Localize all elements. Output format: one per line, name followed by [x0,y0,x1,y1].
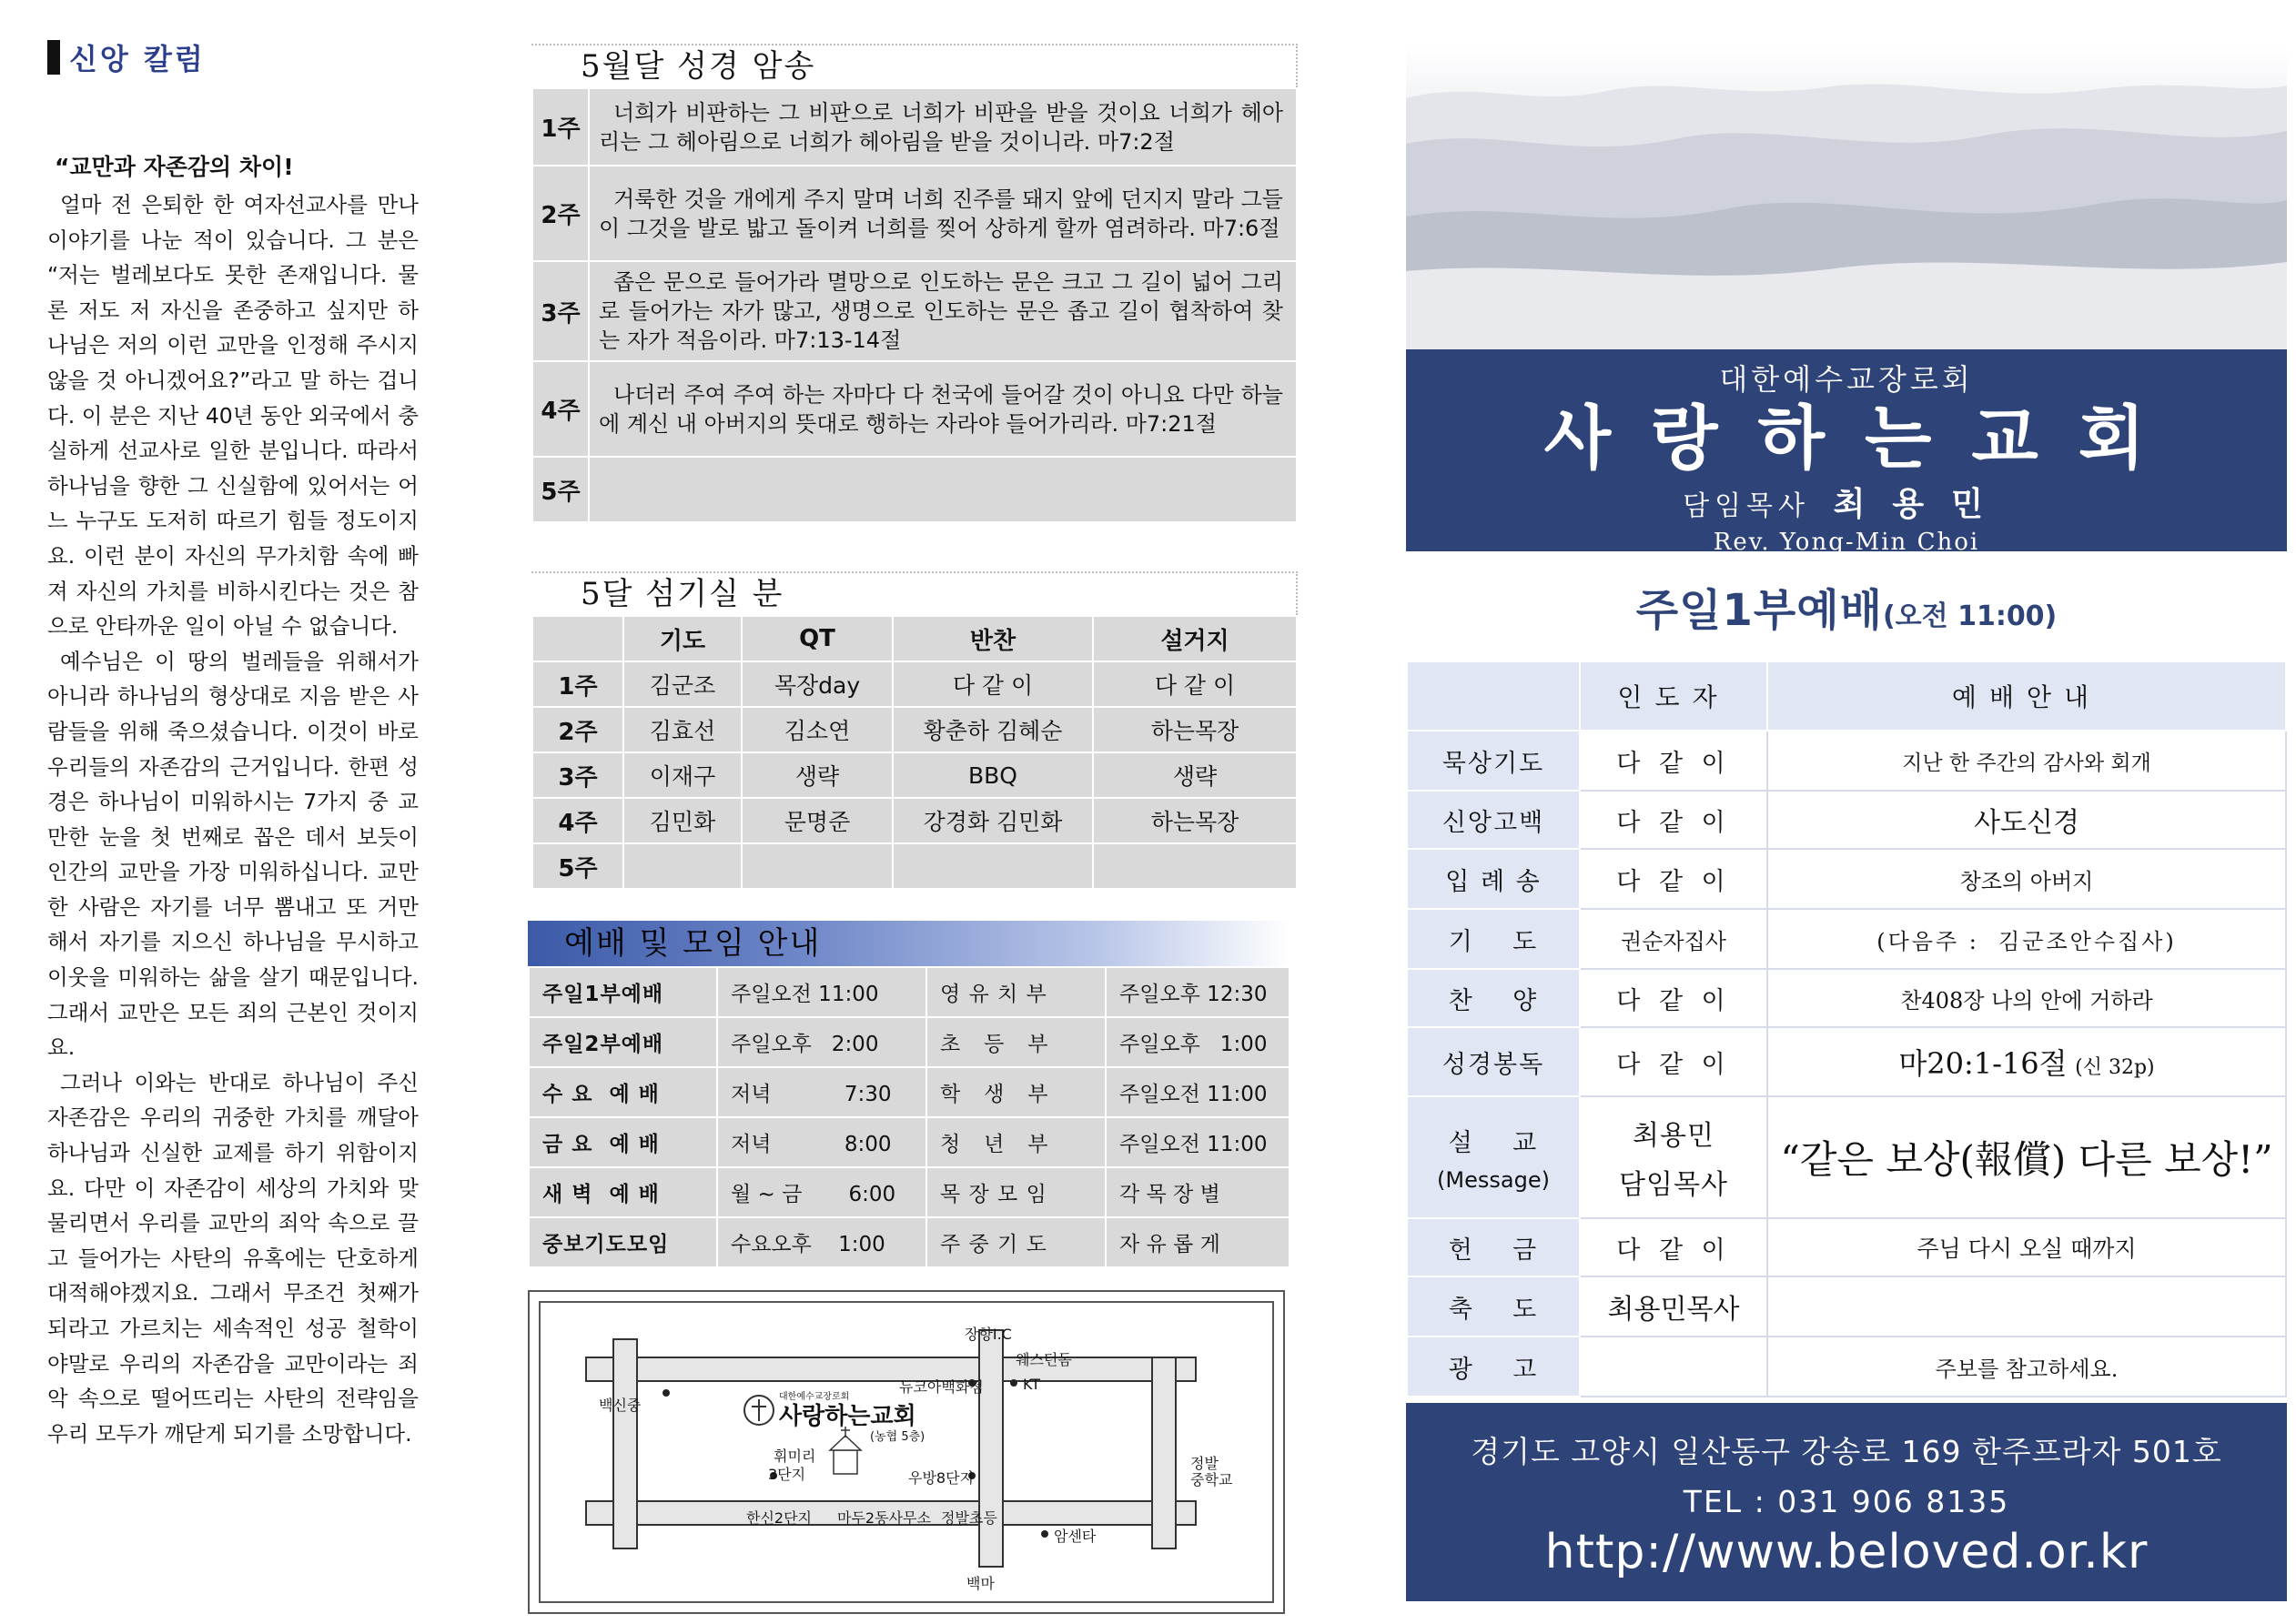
header-cell [1407,661,1580,731]
memory-verse-title: 5월달 성경 암송 [531,44,1298,87]
pastor-line [1406,479,2287,525]
schedule-table [528,966,1290,1268]
essay-paragraph: 얼마 전 은퇴한 한 여자선교사를 만나 이야기를 나눈 적이 있습니다. 그 분은 “저는 벌레보다도 못한 존재입니다. 물론 저도 저 자신을 존중하고 싶지만 하나님은 저의 이런 교만을 인정해 주시지 않을 것 아니겠어요?”라고 말 하는 겁니다. 이 분은 지난 40년 동안 외국에서 충실하게 선교사로 일한 분입니다. 따라서 하나님을 향한 그 신실함에 있어서는 어느 누구도 도저히 따르기 힘들 정도이지요. 이런 분이 자신의 무가치함 속에 빠져 자신의 가치를 비하시킨다는 것은 참으로 안타까운 일이 아닐 수 없습니다. [47,192,419,640]
order-info: 창조의 아버지 [1767,849,2286,909]
table-header-row [532,616,1297,661]
order-item: 찬 양 [1407,969,1580,1027]
table-cell [742,843,893,889]
table-row [1407,1027,2286,1096]
table-row [529,1067,1290,1117]
service-title-time: (오전 11:00) [1882,600,2058,632]
table-row [1407,1096,2286,1218]
department-name: 초 등 부 [926,1017,1106,1067]
map-label: 3단지 [768,1466,806,1483]
pastor-label: 담임목사 [1683,490,1811,522]
church-phone: TEL : 031 906 8135 [1683,1484,2010,1519]
table-row [1407,1276,2286,1337]
order-leader [1580,1337,1767,1397]
week-label: 3주 [532,752,623,798]
order-leader: 다 같 이 [1580,969,1767,1027]
order-info [1767,1276,2286,1337]
map-label: 백마 [966,1575,995,1592]
department-time: 자 유 롭 게 [1106,1217,1290,1267]
service-name: 새 벽 예 배 [529,1167,717,1217]
mountain-image [1406,44,2287,349]
week-label: 3주 [532,261,589,361]
order-info: 찬408장 나의 안에 거하라 [1767,969,2286,1027]
map-frame [539,1301,1274,1603]
table-cell: 김군조 [623,661,742,707]
service-time: 주일오후 2:00 [717,1017,926,1067]
memory-verse-section [531,44,1298,523]
order-of-worship [1406,661,2287,1397]
department-time: 주일오후 1:00 [1106,1017,1290,1067]
verse-text: 좁은 문으로 들어가라 멸망으로 인도하는 문은 크고 그 길이 넓어 그리로 들어가는 자가 많고, 생명으로 인도하는 문은 좁고 길이 협착하여 찾는 자가 적음이라. 마7:13-14절 [589,261,1297,361]
essay-paragraph: 예수님은 이 땅의 벌레들을 위해서가 아니라 하나님의 형상대로 지음 받은 사람들을 위해 죽으셨습니다. 이것이 바로 우리들의 자존감의 근거입니다. 한편 성경은 하나님이 미워하시는 7가지 중 교만한 눈을 첫 번째로 꼽은 데서 보듯이 인간의 교만을 가장 미워하십니다. 교만한 사람은 자기를 너무 뽐내고 또 거만해서 자기를 지으신 하나님을 무시하고 이웃을 미워하는 삶을 살기 때문입니다. 그래서 교만은 모든 죄의 근본인 것이지요. [47,648,419,1061]
table-cell: 목장day [742,661,893,707]
order-item: 신앙고백 [1407,791,1580,849]
order-leader: 다 같 이 [1580,731,1767,791]
week-label: 1주 [532,661,623,707]
order-leader: 다 같 이 [1580,791,1767,849]
week-label: 4주 [532,361,589,457]
order-item: 기 도 [1407,909,1580,969]
table-row [529,1167,1290,1217]
faith-column [47,36,419,1451]
table-row [532,457,1297,522]
table-row [1407,1337,2286,1397]
road [586,1357,1196,1381]
table-row [532,261,1297,361]
table-cell: 하는목장 [1093,798,1297,843]
map-label: 우방8단지 [908,1469,975,1487]
church-website-link[interactable]: http://www.beloved.or.kr [1544,1525,2149,1579]
sermon-title: “같은 보상(報償) 다른 보상!” [1767,1096,2286,1218]
map-label: 웨스턴돔 [1016,1351,1072,1368]
table-cell: 하는목장 [1093,707,1297,752]
order-info: 주보를 참고하세요. [1767,1337,2286,1397]
verse-text [589,457,1297,522]
table-cell: 강경화 김민화 [893,798,1093,843]
header-cell: QT [742,616,893,661]
header-cell: 인도자 [1580,661,1767,731]
table-cell: 김소연 [742,707,893,752]
service-time: 저녁 8:00 [717,1117,926,1167]
table-row [532,361,1297,457]
order-leader: 다 같 이 [1580,849,1767,909]
map-label: 정발초등 [941,1509,997,1527]
header-cell [532,616,623,661]
service-name: 수 요 예 배 [529,1067,717,1117]
serving-section [531,571,1298,890]
church-name: 사랑하는교회 [1543,398,2186,479]
column-heading [47,36,419,78]
map-label: 대한예수교장로회 [779,1392,850,1402]
map-label: 백신중 [599,1397,642,1414]
service-time: 저녁 7:30 [717,1067,926,1117]
table-row [1407,1218,2286,1276]
week-label: 4주 [532,798,623,843]
table-row [532,707,1297,752]
order-item: 광 고 [1407,1337,1580,1397]
table-cell [893,843,1093,889]
church-footer [1406,1403,2287,1601]
department-time: 각 목 장 별 [1106,1167,1290,1217]
table-cell: BBQ [893,752,1093,798]
service-time: 월 ~ 금 6:00 [717,1167,926,1217]
order-info: 사도신경 [1767,791,2286,849]
order-leader [1580,1096,1767,1218]
table-cell: 김민화 [623,798,742,843]
department-name: 목 장 모 임 [926,1167,1106,1217]
map-label: 중학교 [1190,1471,1233,1488]
map-label: 마두2동사무소 [837,1509,931,1527]
verse-text: 나더러 주여 주여 하는 자마다 다 천국에 들어갈 것이 아니요 다만 하늘에 계신 내 아버지의 뜻대로 행하는 자라야 들어가리라. 마7:21절 [589,361,1297,457]
map-roads [541,1303,1276,1605]
verse-text: 너희가 비판하는 그 비판으로 너희가 비판을 받을 것이요 너희가 헤아리는 그 헤아림으로 너희가 헤아림을 받을 것이니라. 마7:2절 [589,88,1297,166]
service-name: 주일1부예배 [529,967,717,1017]
heading-bar [47,40,60,75]
table-row [532,166,1297,261]
order-item: 묵상기도 [1407,731,1580,791]
denomination: 대한예수교장로회 [1719,362,1974,397]
week-label: 5주 [532,457,589,522]
service-name: 금 요 예 배 [529,1117,717,1167]
service-time: 수요오후 1:00 [717,1217,926,1267]
week-label: 5주 [532,843,623,889]
header-cell: 예배안내 [1767,661,2286,731]
map-label: 정발 [1190,1455,1219,1472]
service-name: 주일2부예배 [529,1017,717,1067]
order-leader: 다 같 이 [1580,1027,1767,1096]
order-leader-main: 최용민 [1633,1120,1714,1152]
order-info: 지난 한 주간의 감사와 회개 [1767,731,2286,791]
church-header [1406,349,2287,556]
table-row [529,1017,1290,1067]
table-row [1407,731,2286,791]
table-row [1407,849,2286,909]
department-time: 주일오전 11:00 [1106,1117,1290,1167]
table-row [532,798,1297,843]
table-cell: 생략 [1093,752,1297,798]
order-info: 주님 다시 오실 때까지 [1767,1218,2286,1276]
table-cell: 생략 [742,752,893,798]
table-row [529,967,1290,1017]
schedule-section [528,921,1290,1268]
map-label: (농협 5층) [870,1430,925,1444]
order-info-main: 마20:1-16절 [1898,1046,2068,1081]
department-name: 학 생 부 [926,1067,1106,1117]
table-row [532,88,1297,166]
order-leader: 최용민목사 [1580,1276,1767,1337]
order-item-main: 설 교 [1448,1128,1539,1157]
order-item: 입 례 송 [1407,849,1580,909]
map-label: 장항I.C [965,1326,1012,1343]
table-row [1407,791,2286,849]
table-cell: 문명준 [742,798,893,843]
map-label: 휘미리 [774,1447,816,1465]
service-title [1406,575,2287,638]
column-heading-text: 신앙 칼럼 [69,42,206,76]
order-info-sub: (신 32p) [2075,1056,2155,1079]
map-label: 한신2단지 [746,1509,813,1527]
table-row [532,843,1297,889]
map-label: 사랑하는교회 [779,1403,916,1430]
verse-text: 거룩한 것을 개에게 주지 말며 너희 진주를 돼지 앞에 던지지 말라 그들이 그것을 발로 밟고 돌이켜 너희를 찢어 상하게 할까 염려하라. 마7:6절 [589,166,1297,261]
order-info [1767,1027,2286,1096]
serving-table [531,615,1298,890]
header-cell: 반찬 [893,616,1093,661]
pastor-name: 최용민 [1833,485,2010,523]
week-label: 2주 [532,166,589,261]
location-map [528,1290,1285,1614]
schedule-title: 예배 및 모임 안내 [528,921,1290,966]
order-leader-sub: 담임목사 [1619,1169,1728,1201]
essay-paragraph: 그러나 이와는 반대로 하나님이 주신 자존감은 우리의 귀중한 가치를 깨달아 하나님과 신실한 교제를 하기 위함이지요. 다만 이 자존감이 세상의 가치와 맞물리면서 우리를 교만의 죄악 속으로 끌고 들어가는 사탄의 유혹에는 단호하게 대적해야겠지요. 그래서 무조건 첫째가 되라고 가르치는 세속적인 성공 철학이야말로 우리의 자존감을 교만이라는 죄악 속으로 떨어뜨리는 사탄의 전략임을 우리 모두가 깨닫게 되기를 소망합니다. [47,1069,419,1447]
table-cell [1093,843,1297,889]
department-name: 영 유 치 부 [926,967,1106,1017]
table-row [1407,969,2286,1027]
table-row [532,661,1297,707]
order-item [1407,1096,1580,1218]
order-item-sub: (Message) [1437,1166,1550,1193]
table-cell: 황춘하 김혜순 [893,707,1093,752]
department-name: 주 중 기 도 [926,1217,1106,1267]
service-title-main: 주일1부예배 [1635,585,1883,636]
table-row [529,1217,1290,1267]
table-row [532,752,1297,798]
table-cell: 다 같 이 [893,661,1093,707]
order-info: (다음주 : 김군조안수집사) [1767,909,2286,969]
order-item: 성경봉독 [1407,1027,1580,1096]
service-name: 중보기도모임 [529,1217,717,1267]
map-label: 뉴코아백화점 [899,1378,984,1396]
service-time: 주일오전 11:00 [717,967,926,1017]
table-header-row [1407,661,2286,731]
order-table [1406,661,2287,1397]
map-label: KT [1023,1376,1041,1393]
essay-title: “교만과 자존감의 차이! [55,154,294,180]
memory-verse-table [531,87,1298,523]
header-cell: 기도 [623,616,742,661]
order-item: 축 도 [1407,1276,1580,1337]
department-time: 주일오후 12:30 [1106,967,1290,1017]
table-cell: 이재구 [623,752,742,798]
church-emblem-icon [744,1396,774,1425]
cover-landscape-image [1406,44,2287,349]
table-cell: 김효선 [623,707,742,752]
week-label: 2주 [532,707,623,752]
pastor-english-name: Rev. Yong-Min Choi [1713,529,1980,556]
department-time: 주일오전 11:00 [1106,1067,1290,1117]
order-leader: 다 같 이 [1580,1218,1767,1276]
map-label: 암센타 [1054,1528,1097,1545]
church-address: 경기도 고양시 일산동구 강송로 169 한주프라자 501호 [1471,1434,2222,1469]
serving-title: 5달 섬기실 분 [531,571,1298,615]
table-cell [623,843,742,889]
church-building-icon [830,1427,861,1474]
order-item: 헌 금 [1407,1218,1580,1276]
header-cell: 설거지 [1093,616,1297,661]
table-row [1407,909,2286,969]
table-cell: 다 같 이 [1093,661,1297,707]
order-leader: 권순자집사 [1580,909,1767,969]
essay-body [47,187,419,1451]
week-label: 1주 [532,88,589,166]
table-row [529,1117,1290,1167]
department-name: 청 년 부 [926,1117,1106,1167]
